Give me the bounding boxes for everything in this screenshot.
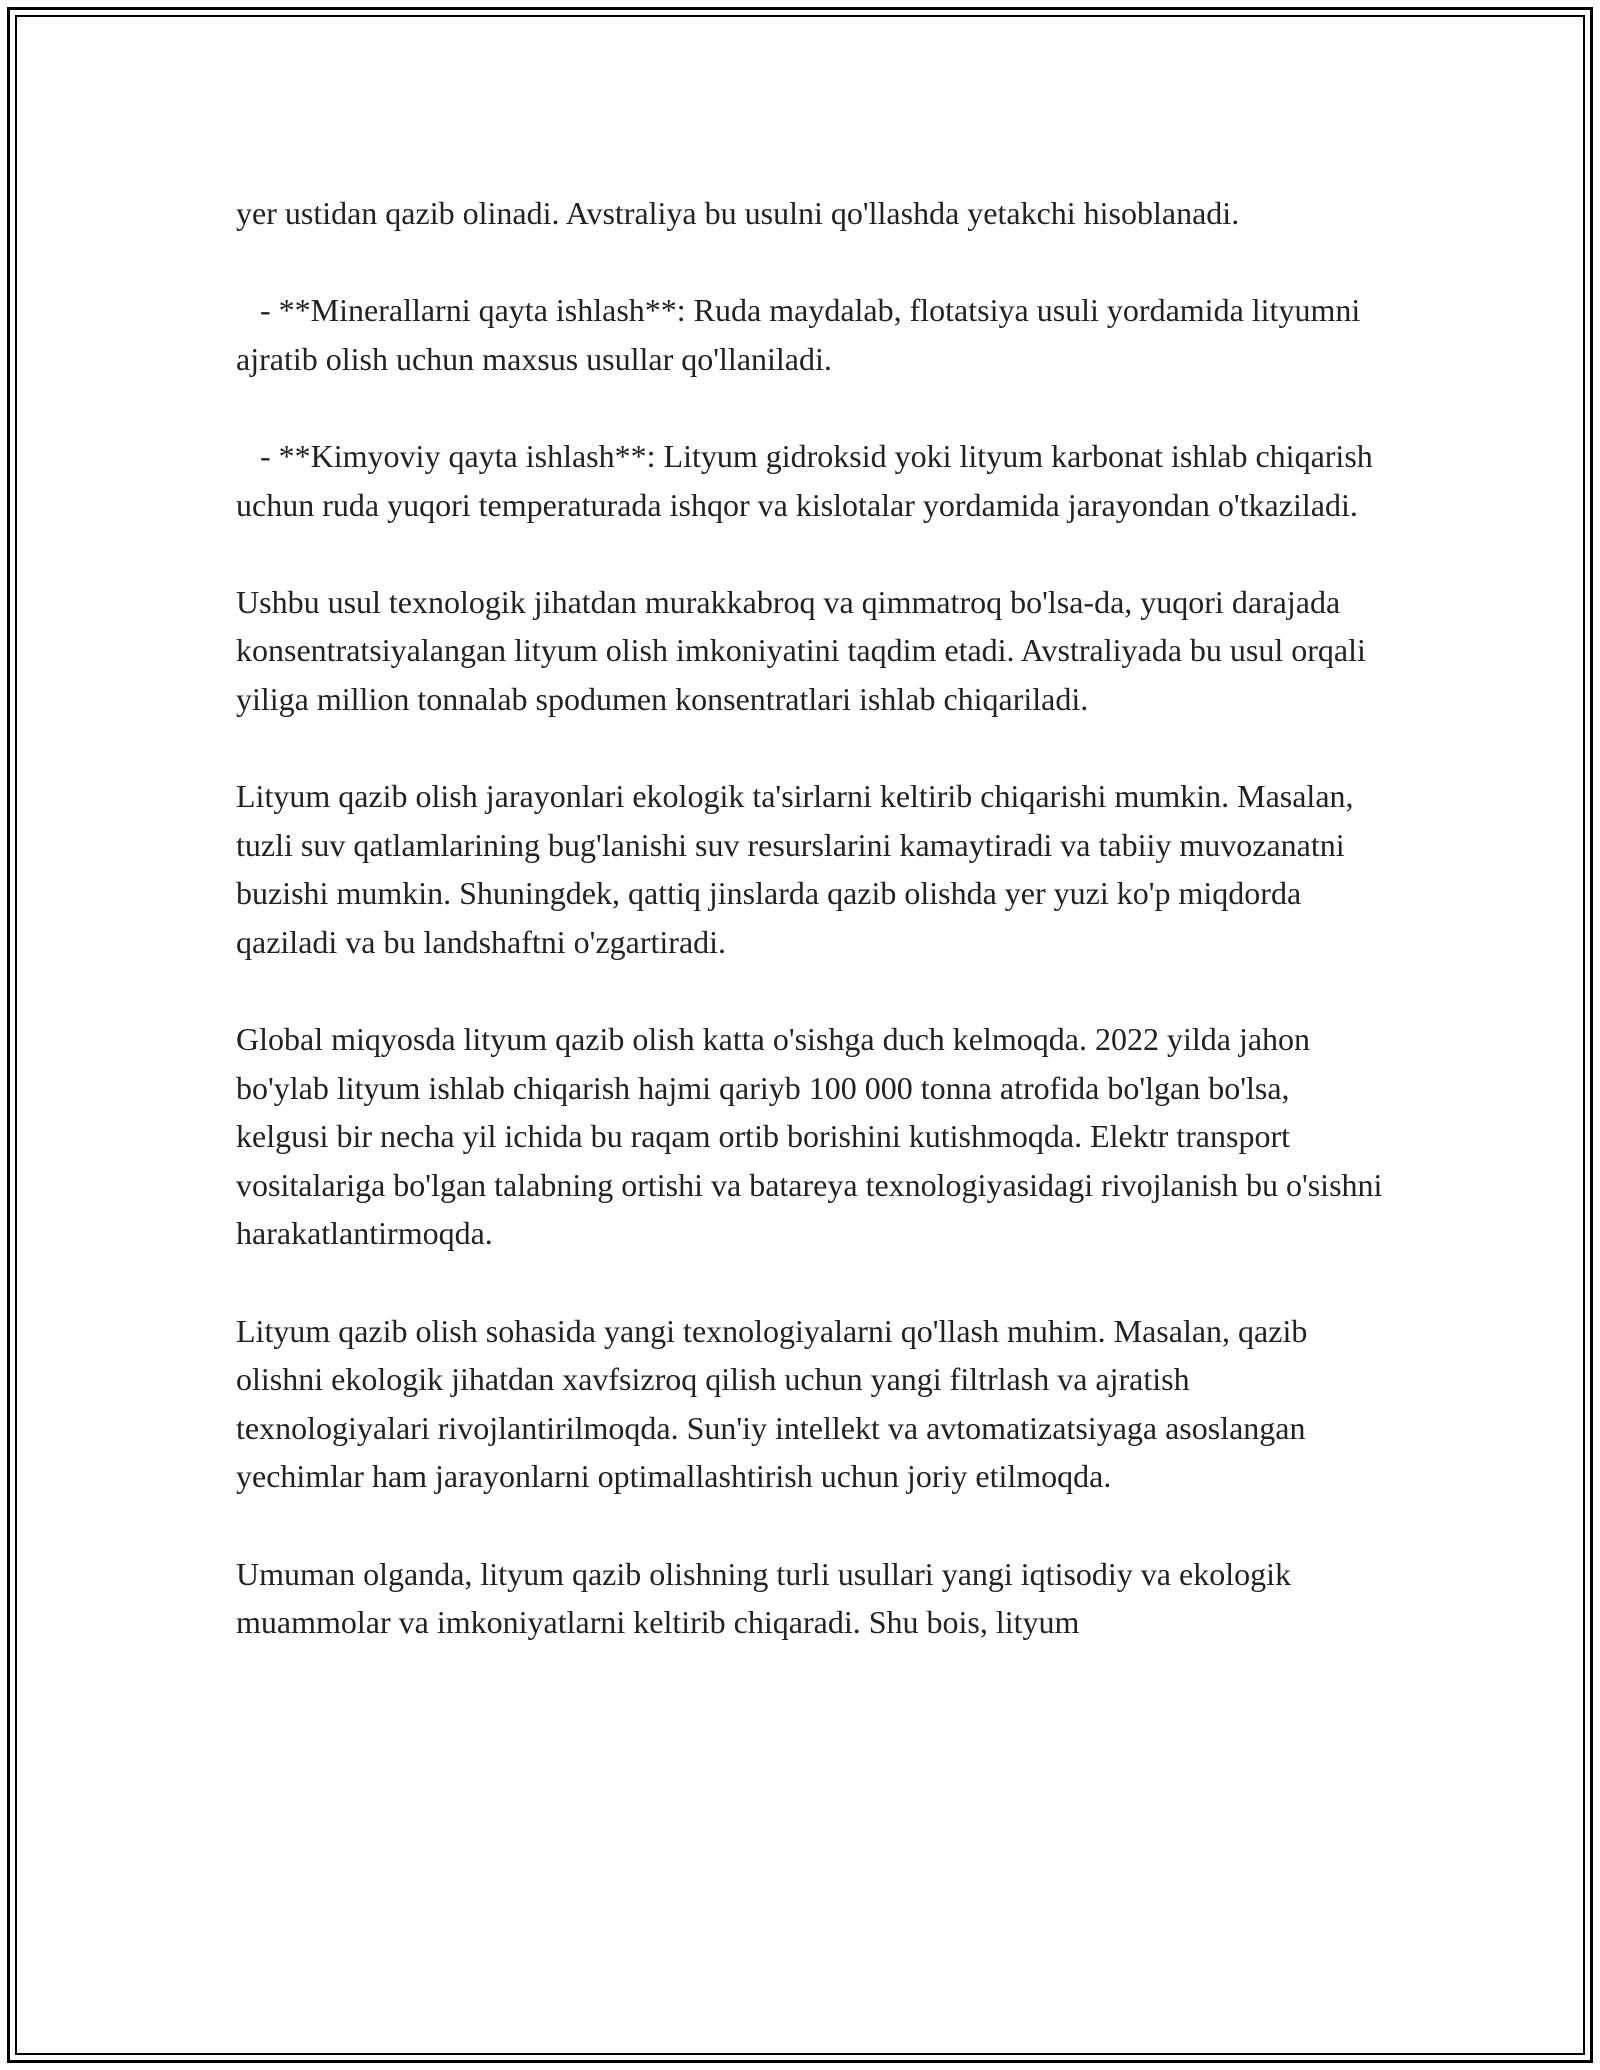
paragraph-5: Lityum qazib olish jarayonlari ekologik ta'sirlarni keltirib chiqarishi mumkin. Masalan, tuzli suv qatlamlarining bug'lanishi suv resurslarini kamaytiradi va tabiiy muvozanatni buzishi mumkin. Shuningdek, qattiq jinslarda qazib olishda yer yuzi ko'p miqdorda qaziladi va bu landshaftni o'zgartiradi. <box>236 778 1362 960</box>
paragraph-8: Umuman olganda, lityum qazib olishning turli usullari yangi iqtisodiy va ekologik muammolar va imkoniyatlarni keltirib chiqaradi. Shu bois, lityum <box>236 1555 1299 1641</box>
paragraph-6: Global miqyosda lityum qazib olish katta o'sishga duch kelmoqda. 2022 yilda jahon bo'ylab lityum ishlab chiqarish hajmi qariyb 100 000 tonna atrofida bo'lgan bo'lsa, kelgusi bir necha yil ichida bu raqam ortib borishini kutishmoqda. Elektr transport vositalariga bo'lgan talabning ortishi va batareya texnologiyasidagi rivojlanish bu o'sishni harakatlantirmoqda. <box>236 1021 1391 1252</box>
paragraph-4: Ushbu usul texnologik jihatdan murakkabroq va qimmatroq bo'lsa-da, yuqori darajada konsentratsiyalangan lityum olish imkoniyatini taqdim etadi. Avstraliyada bu usul orqali yiliga million tonnalab spodumen konsentratlari ishlab chiqariladi. <box>236 583 1374 717</box>
document-body <box>236 189 1391 1647</box>
paragraph-7: Lityum qazib olish sohasida yangi texnologiyalarni qo'llash muhim. Masalan, qazib olishni ekologik jihatdan xavfsizroq qilish uchun yangi filtrlash va ajratish texnologiyalari rivojlantirilmoqda. Sun'iy intellekt va avtomatizatsiyaga asoslangan yechimlar ham jarayonlarni optimallashtirish uchun joriy etilmoqda. <box>236 1312 1316 1495</box>
paragraph-2-list-item: - **Minerallarni qayta ishlash**: Ruda maydalab, flotatsiya usuli yordamida lityumni ajratib olish uchun maxsus usullar qo'llaniladi. <box>236 292 1369 377</box>
paragraph-1: yer ustidan qazib olinadi. Avstraliya bu usulni qo'llashda yetakchi hisoblanadi. <box>236 195 1240 231</box>
paragraph-3-list-item: - **Kimyoviy qayta ishlash**: Lityum gidroksid yoki lityum karbonat ishlab chiqarish uchun ruda yuqori temperaturada ishqor va kislotalar yordamida jarayondan o'tkaziladi. <box>236 437 1381 523</box>
